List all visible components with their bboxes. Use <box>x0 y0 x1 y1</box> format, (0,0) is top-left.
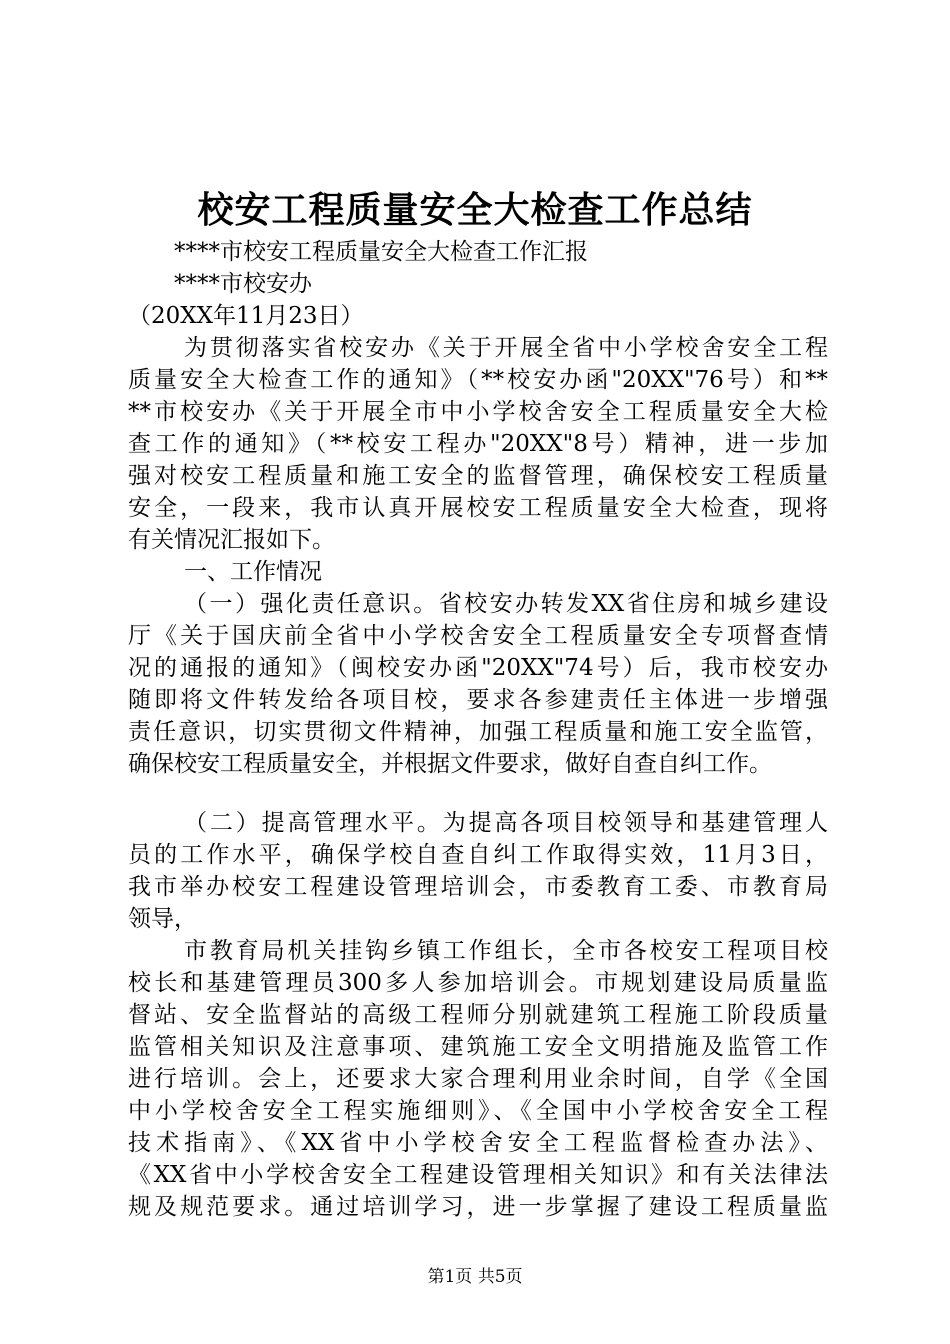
body-line: ****市校安办 <box>174 271 312 297</box>
body-line: 监管相关知识及注意事项、建筑施工安全文明措施及监管工作 <box>128 1034 828 1060</box>
body-line: **市校安办《关于开展全市中小学校舍安全工程质量安全大检 <box>128 399 828 425</box>
body-line: 技术指南》、《XX省中小学校舍安全工程监督检查办法》、 <box>128 1130 828 1156</box>
page-footer: 第1页 共5页 <box>427 1267 523 1287</box>
body-line: 强对校安工程质量和施工安全的监督管理，确保校安工程质量 <box>128 463 828 489</box>
body-line: （20XX年11月23日） <box>128 303 364 329</box>
body-line: 员的工作水平，确保学校自查自纠工作取得实效，11月3日， <box>128 842 828 868</box>
body-line: 安全，一段来，我市认真开展校安工程质量安全大检查，现将 <box>128 495 828 521</box>
document-title: 校安工程质量安全大检查工作总结 <box>197 189 753 231</box>
body-line: 有关情况汇报如下。 <box>128 527 335 553</box>
body-line: 规及规范要求。通过培训学习，进一步掌握了建设工程质量监 <box>128 1194 828 1220</box>
body-line: （一）强化责任意识。省校安办转发XX省住房和城乡建设 <box>184 591 828 617</box>
body-line: 查工作的通知》（**校安工程办"20XX"8号）精神，进一步加 <box>128 431 828 457</box>
body-line: 领导， <box>128 906 197 932</box>
body-line: 确保校安工程质量安全，并根据文件要求，做好自查自纠工作。 <box>128 751 772 777</box>
body-line: 况的通报的通知》（闽校安办函"20XX"74号）后，我市校安办 <box>128 655 828 681</box>
body-line: 为贯彻落实省校安办《关于开展全省中小学校舍安全工程 <box>184 335 828 361</box>
body-line: 市教育局机关挂钩乡镇工作组长，全市各校安工程项目校 <box>184 938 828 964</box>
body-line: 督站、安全监督站的高级工程师分别就建筑工程施工阶段质量 <box>128 1002 828 1028</box>
document-body <box>128 236 828 1223</box>
body-line: 中小学校舍安全工程实施细则》、《全国中小学校舍安全工程 <box>128 1098 828 1124</box>
body-line: 进行培训。会上，还要求大家合理利用业余时间，自学《全国 <box>128 1066 828 1092</box>
section-heading: 一、工作情况 <box>184 559 322 585</box>
body-line: 《XX省中小学校舍安全工程建设管理相关知识》和有关法律法 <box>128 1162 828 1188</box>
body-line: 质量安全大检查工作的通知》（**校安办函"20XX"76号）和** <box>128 367 828 393</box>
body-line: 责任意识，切实贯彻文件精神，加强工程质量和施工安全监管， <box>128 719 828 745</box>
body-line: 厅《关于国庆前全省中小学校舍安全工程质量安全专项督查情 <box>128 623 828 649</box>
body-line: （二）提高管理水平。为提高各项目校领导和基建管理人 <box>184 810 828 836</box>
body-line: 我市举办校安工程建设管理培训会，市委教育工委、市教育局 <box>128 874 828 900</box>
body-line: ****市校安工程质量安全大检查工作汇报 <box>174 239 588 265</box>
body-line: 随即将文件转发给各项目校，要求各参建责任主体进一步增强 <box>128 687 828 713</box>
body-line: 校长和基建管理员300多人参加培训会。市规划建设局质量监 <box>128 970 828 996</box>
paragraph-gap <box>128 780 828 807</box>
